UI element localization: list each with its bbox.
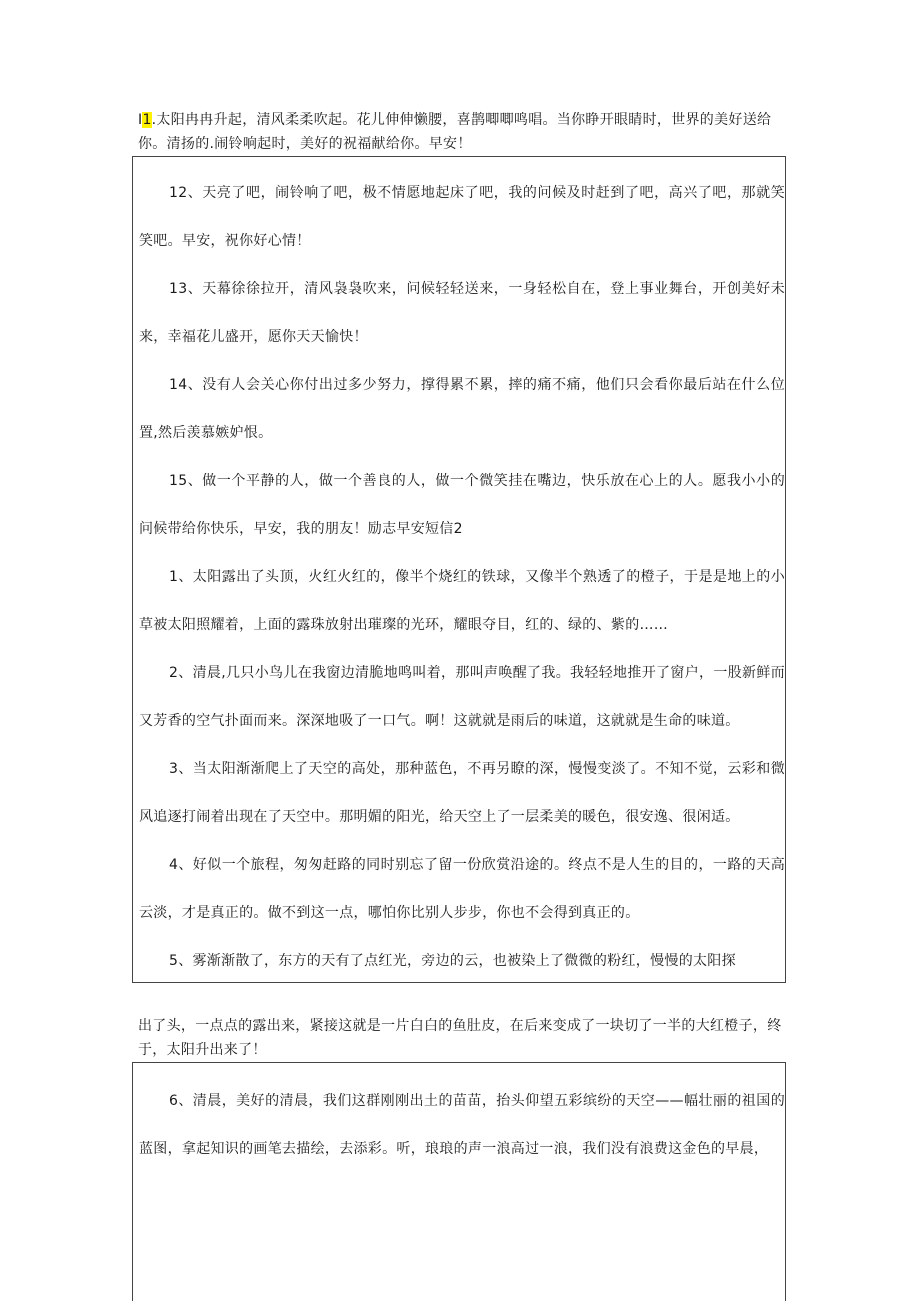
intro-paragraph <box>138 108 788 156</box>
list-item: 2、清晨,几只小鸟儿在我窗边清脆地鸣叫着，那叫声唤醒了我。我轻轻地推开了窗户，一股新鲜而又芳香的空气扑面而来。深深地吸了一口气。啊！这就就是雨后的味道，这就就是生命的味道。 <box>139 665 785 729</box>
intro-text: .太阳冉冉升起，清风柔柔吹起。花儿伸伸懒腰，喜鹊唧唧鸣唱。当你睁开眼睛时，世界的美好送给你。清扬的.闹铃响起时，美好的祝福献给你。早安！ <box>138 112 772 152</box>
list-item: 5、雾渐渐散了，东方的天有了点红光，旁边的云，也被染上了微微的粉红，慢慢的太阳探 <box>169 953 736 969</box>
bordered-text-box-2 <box>132 1062 786 1301</box>
list-item: 1、太阳露出了头顶，火红火红的，像半个烧红的铁球，又像半个熟透了的橙子，于是是地上的小草被太阳照耀着，上面的露珠放射出璀璨的光环，耀眼夺目，红的、绿的、紫的…… <box>139 569 785 633</box>
intro-highlight: 1 <box>142 112 152 128</box>
list-item: 3、当太阳渐渐爬上了天空的高处，那种蓝色，不再另瞭的深，慢慢变淡了。不知不觉，云彩和微风追逐打闹着出现在了天空中。那明媚的阳光，给天空上了一层柔美的暖色，很安逸、很闲适。 <box>139 761 785 825</box>
list-item: 13、天幕徐徐拉开，清风袅袅吹来，问候轻轻送来，一身轻松自在，登上事业舞台，开创美好未来，幸福花儿盛开，愿你天天愉快！ <box>139 281 785 345</box>
list-item: 6、清晨，美好的清晨，我们这群刚刚出土的苗苗，抬头仰望五彩缤纷的天空——幅壮丽的祖国的蓝图，拿起知识的画笔去描绘，去添彩。听，琅琅的声一浪高过一浪，我们没有浪费这金色的早晨， <box>139 1093 785 1157</box>
middle-paragraph: 出了头，一点点的露出来，紧接这就是一片白白的鱼肚皮，在后来变成了一块切了一半的大红橙子，终于，太阳升出来了！ <box>138 1018 782 1058</box>
list-item: 14、没有人会关心你付出过多少努力，撑得累不累，摔的痛不痛，他们只会看你最后站在什么位置,然后羡慕嫉妒恨。 <box>139 377 785 441</box>
list-item: 4、好似一个旅程，匆匆赶路的同时别忘了留一份欣赏沿途的。终点不是人生的目的，一路的天高云淡，才是真正的。做不到这一点，哪怕你比别人步步，你也不会得到真正的。 <box>139 857 785 921</box>
list-item: 15、做一个平静的人，做一个善良的人，做一个微笑挂在嘴边，快乐放在心上的人。愿我小小的问候带给你快乐，早安，我的朋友！励志早安短信2 <box>139 473 785 537</box>
bordered-text-box-1 <box>132 156 786 983</box>
list-item: 12、天亮了吧，闹铃响了吧，极不情愿地起床了吧，我的问候及时赶到了吧，高兴了吧，那就笑笑吧。早安，祝你好心情！ <box>139 185 785 249</box>
intro-prefix: I <box>138 112 143 128</box>
